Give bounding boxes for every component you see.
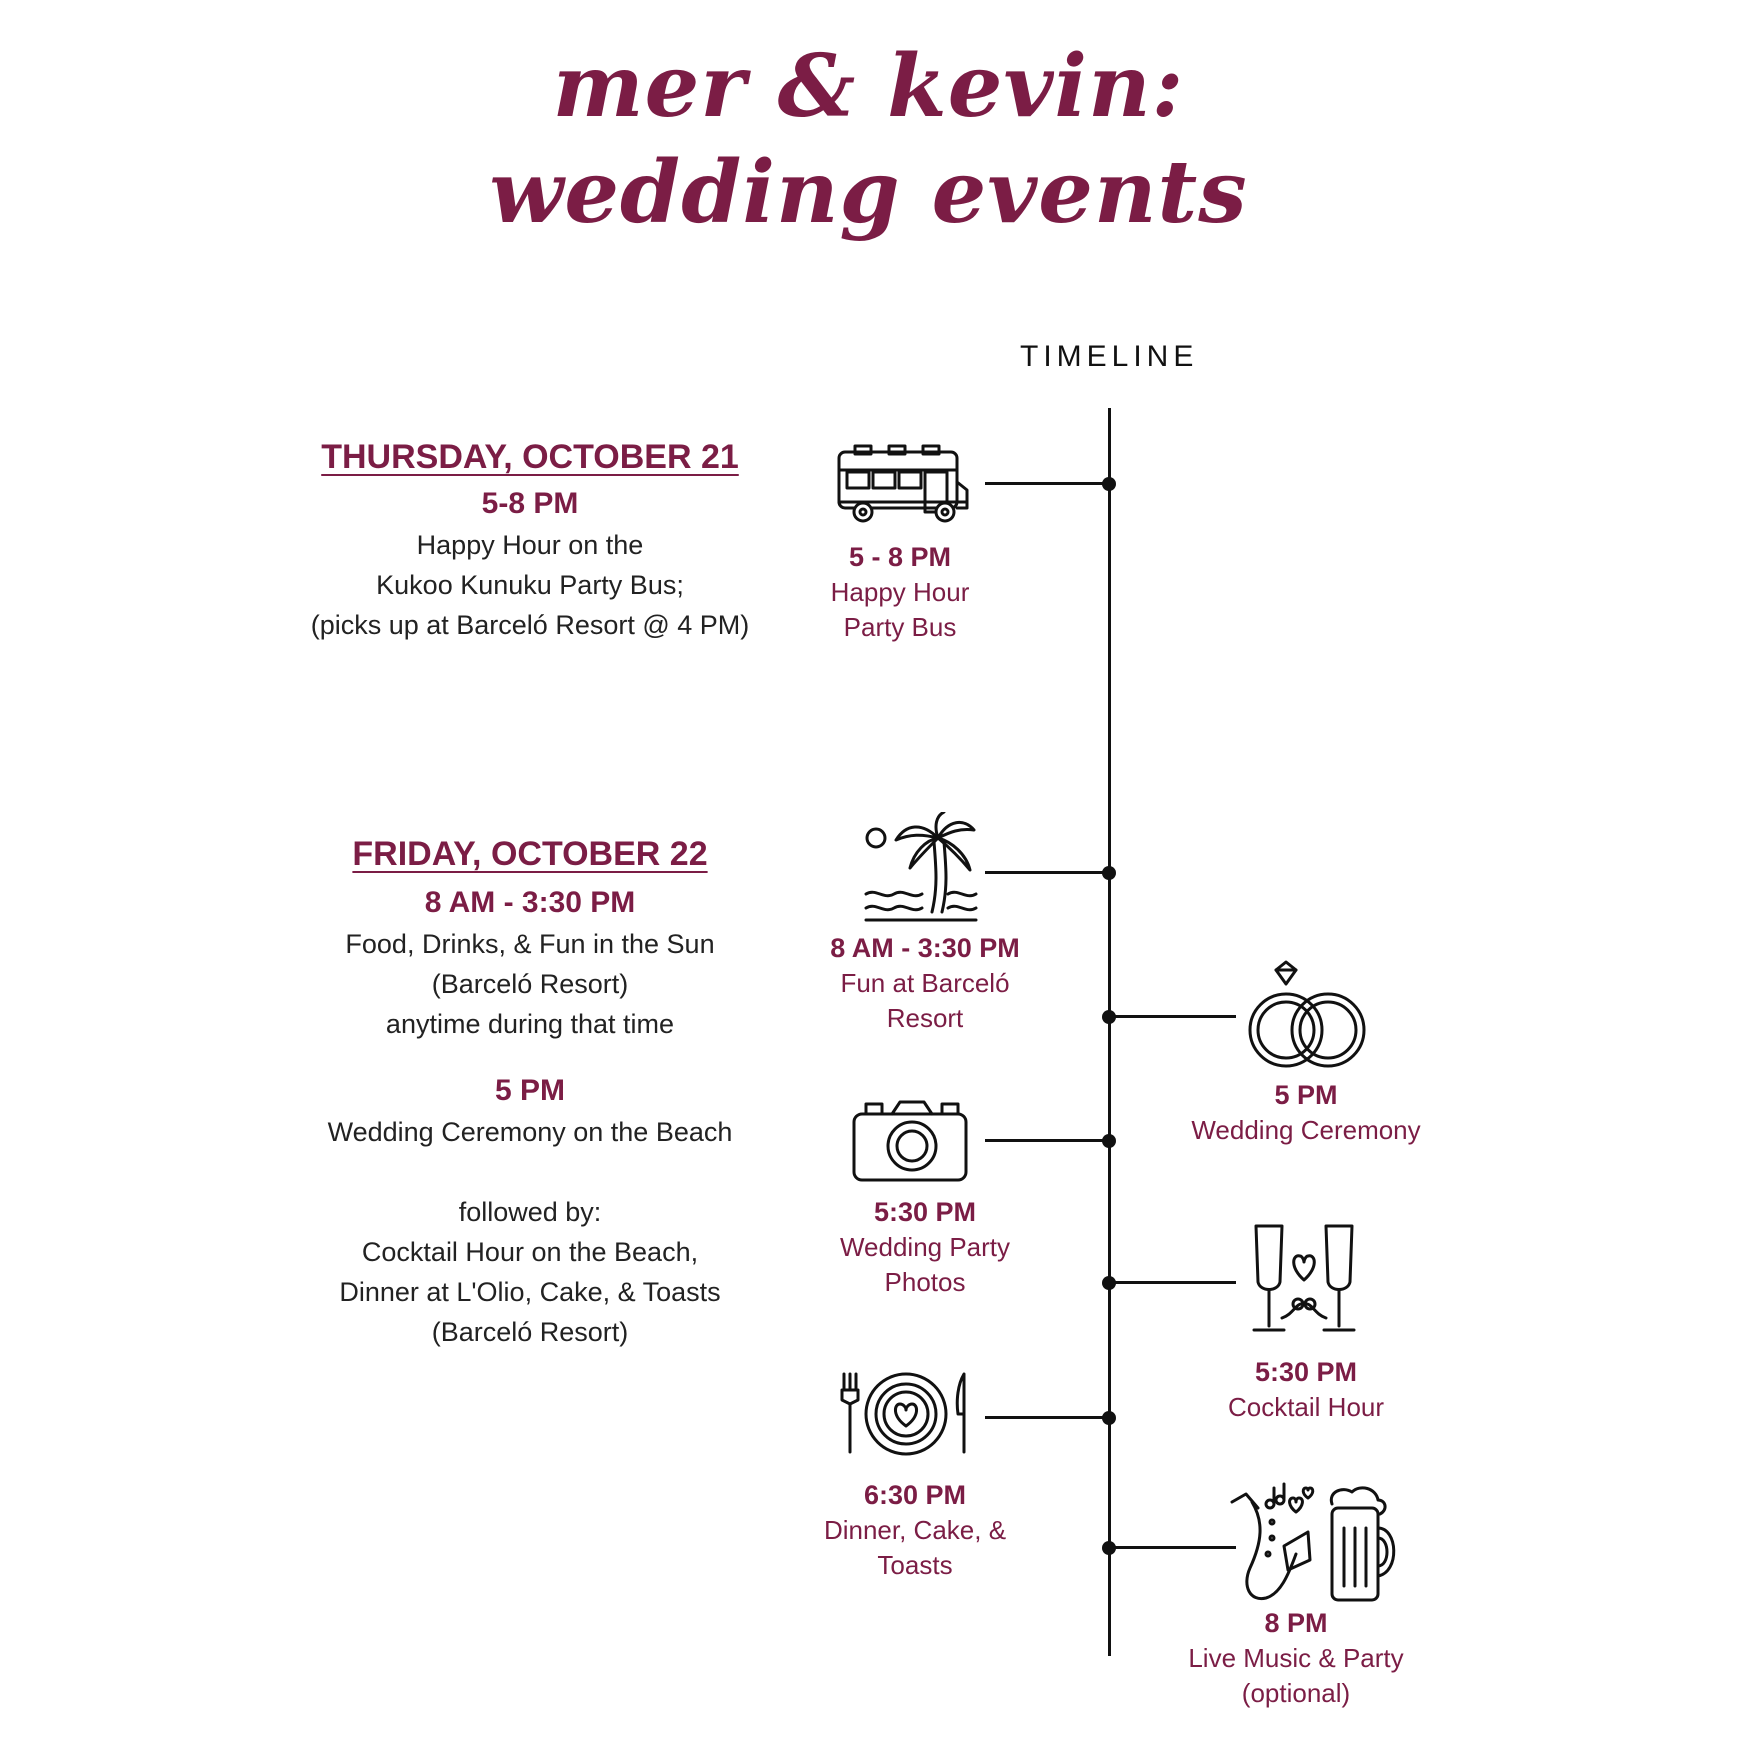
champagne-glasses-icon — [1242, 1222, 1366, 1344]
event-line: anytime during that time — [385, 1009, 675, 1039]
caption-time: 5 - 8 PM — [848, 542, 952, 572]
timeline-dot — [1102, 1541, 1116, 1555]
connector-line — [985, 1139, 1110, 1142]
camera-icon — [850, 1098, 970, 1188]
timeline-dot — [1102, 1134, 1116, 1148]
caption-time: 8 AM - 3:30 PM — [830, 933, 1020, 963]
caption-line: Photos — [884, 1267, 966, 1297]
event-line: (Barceló Resort) — [431, 1317, 629, 1347]
caption-time: 5:30 PM — [873, 1197, 977, 1227]
timeline-axis — [1108, 408, 1111, 1656]
timeline-label: TIMELINE — [1020, 340, 1199, 373]
caption-line: Wedding Ceremony — [1191, 1115, 1421, 1145]
event-description — [270, 525, 790, 645]
timeline-dot — [1102, 477, 1116, 491]
event-description — [270, 1192, 790, 1352]
timeline-caption — [800, 540, 1000, 645]
caption-line: Wedding Party — [839, 1232, 1011, 1262]
day-heading: FRIDAY, OCTOBER 22 — [352, 835, 708, 873]
event-line: Cocktail Hour on the Beach, — [361, 1237, 699, 1267]
event-line: followed by: — [458, 1197, 602, 1227]
event-line: Happy Hour on the — [416, 530, 644, 560]
party-bus-icon — [833, 442, 973, 532]
timeline-dot — [1102, 866, 1116, 880]
event-time: 5 PM — [494, 1074, 566, 1107]
page-title-line1: mer & kevin: — [552, 36, 1185, 137]
event-line: (picks up at Barceló Resort @ 4 PM) — [310, 610, 750, 640]
timeline-caption — [815, 1195, 1035, 1300]
timeline-caption — [800, 1478, 1030, 1583]
caption-line: (optional) — [1241, 1678, 1351, 1708]
saxophone-beer-icon — [1228, 1482, 1408, 1612]
caption-time: 8 PM — [1264, 1608, 1328, 1638]
day-thursday — [270, 438, 790, 645]
timeline-dot — [1102, 1411, 1116, 1425]
caption-line: Dinner, Cake, & — [823, 1515, 1007, 1545]
caption-time: 6:30 PM — [863, 1480, 967, 1510]
page-title-line2: wedding events — [489, 142, 1248, 243]
caption-line: Happy Hour — [830, 577, 970, 607]
timeline-dot — [1102, 1276, 1116, 1290]
caption-line: Fun at Barceló — [840, 968, 1010, 998]
caption-line: Toasts — [877, 1550, 953, 1580]
event-line: Kukoo Kunuku Party Bus; — [376, 570, 684, 600]
palm-tree-icon — [862, 812, 980, 932]
connector-line — [1110, 1281, 1236, 1284]
connector-line — [985, 1416, 1110, 1419]
connector-line — [985, 482, 1110, 485]
caption-line: Live Music & Party — [1188, 1643, 1404, 1673]
event-line: Wedding Ceremony on the Beach — [327, 1117, 733, 1147]
caption-line: Resort — [886, 1003, 964, 1033]
timeline-caption — [815, 931, 1035, 1036]
event-time: 5-8 PM — [481, 487, 579, 520]
connector-line — [1110, 1546, 1236, 1549]
caption-line: Party Bus — [843, 612, 957, 642]
dinner-plate-icon — [836, 1370, 974, 1460]
event-time: 8 AM - 3:30 PM — [424, 886, 636, 919]
wedding-rings-icon — [1240, 960, 1370, 1074]
day-heading: THURSDAY, OCTOBER 21 — [321, 438, 739, 476]
caption-line: Cocktail Hour — [1227, 1392, 1385, 1422]
timeline-dot — [1102, 1010, 1116, 1024]
day-friday — [270, 835, 790, 1386]
event-line: (Barceló Resort) — [431, 969, 629, 999]
event-description — [270, 1112, 790, 1152]
event-line: Food, Drinks, & Fun in the Sun — [345, 929, 715, 959]
event-description — [270, 924, 790, 1044]
timeline-caption — [1186, 1355, 1426, 1425]
timeline-caption — [1176, 1606, 1416, 1711]
caption-time: 5:30 PM — [1254, 1357, 1358, 1387]
caption-time: 5 PM — [1274, 1080, 1338, 1110]
connector-line — [1110, 1015, 1236, 1018]
timeline-caption — [1186, 1078, 1426, 1148]
connector-line — [985, 871, 1110, 874]
event-line: Dinner at L'Olio, Cake, & Toasts — [339, 1277, 721, 1307]
